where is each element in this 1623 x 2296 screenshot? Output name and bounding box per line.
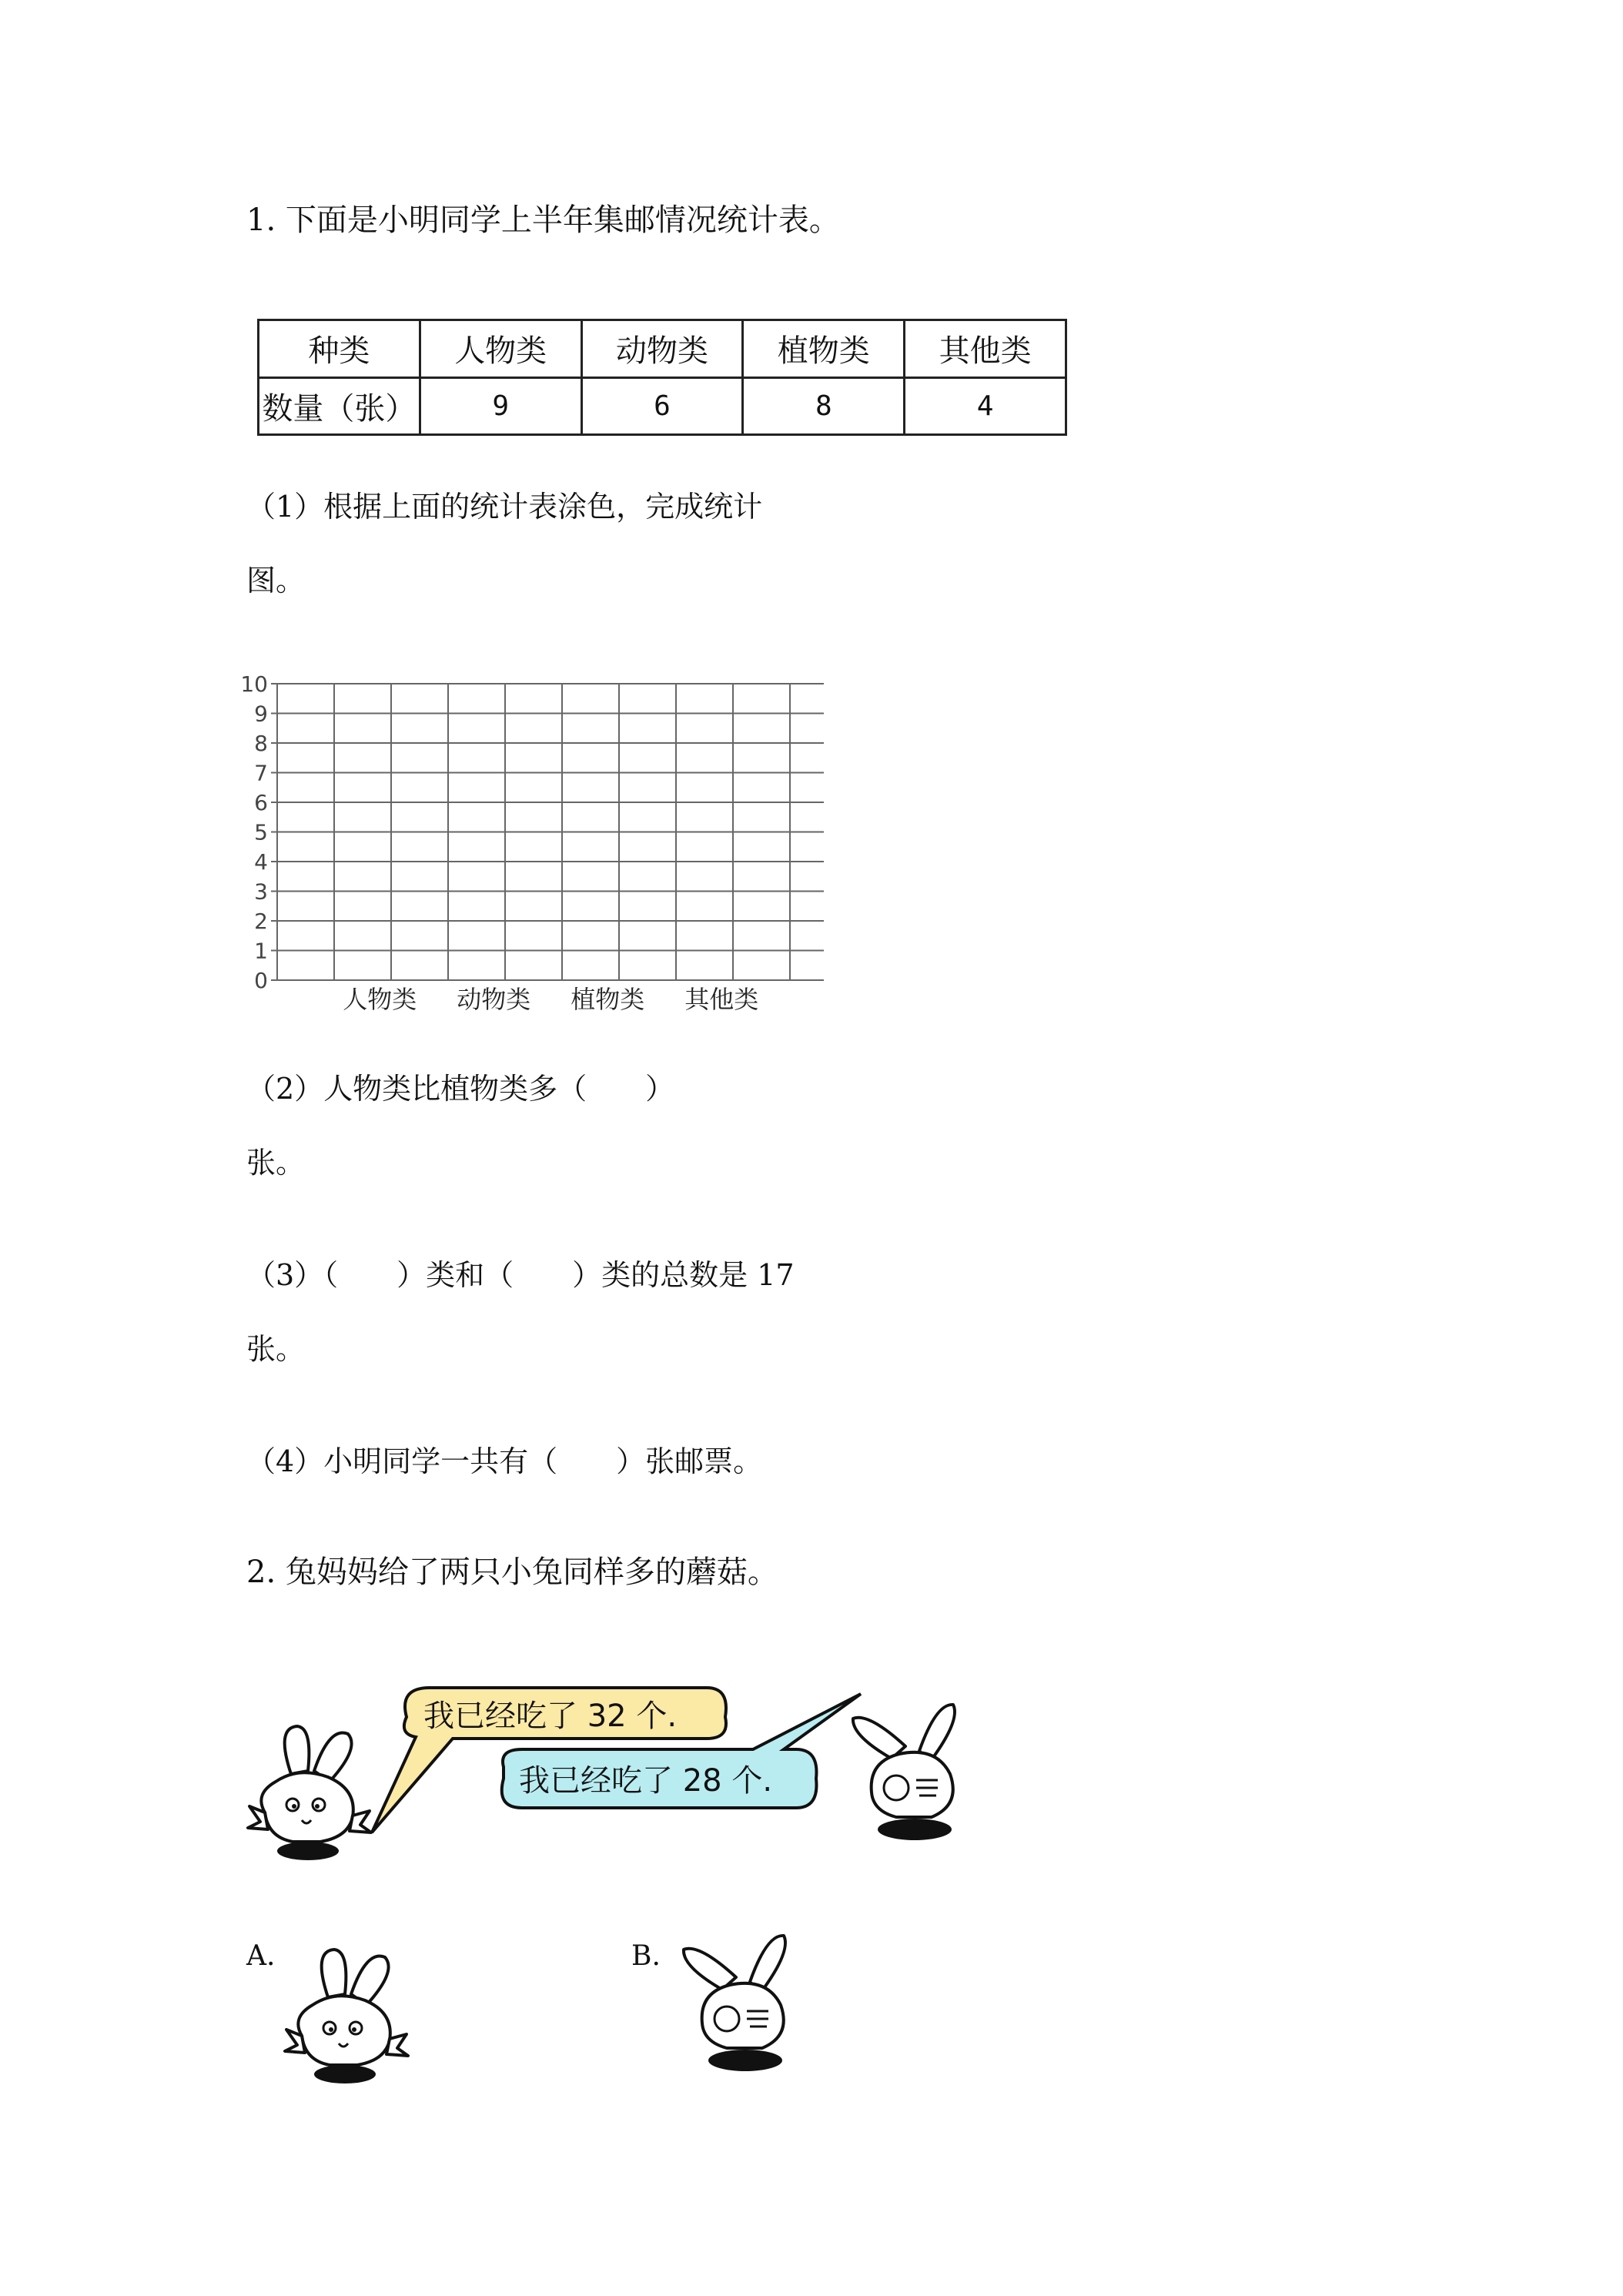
y-tick-label: 3 bbox=[254, 879, 268, 905]
table-cell: 6 bbox=[581, 377, 743, 435]
stamp-table bbox=[257, 319, 1067, 436]
table-cell: 种类 bbox=[259, 320, 420, 378]
table-cell: 9 bbox=[420, 377, 581, 435]
rabbit-b-illustration bbox=[845, 1697, 976, 1851]
y-tick-label: 8 bbox=[254, 731, 268, 756]
y-tick-label: 7 bbox=[254, 760, 268, 786]
table-row bbox=[259, 377, 1066, 435]
q2-title: 2. 兔妈妈给了两只小兔同样多的蘑菇。 bbox=[246, 1555, 778, 1590]
q1-part3-line2: 张。 bbox=[246, 1332, 306, 1366]
option-b-rabbit-icon[interactable] bbox=[676, 1928, 807, 2082]
rabbit-a-illustration bbox=[245, 1720, 376, 1866]
q1-part4: （4）小明同学一共有（ ）张邮票。 bbox=[246, 1444, 763, 1478]
x-category-label: 人物类 bbox=[343, 985, 417, 1014]
x-category-label: 植物类 bbox=[571, 985, 645, 1014]
option-a-label: A. bbox=[246, 1940, 276, 1972]
bar-chart-grid bbox=[239, 668, 824, 1030]
table-header-row bbox=[259, 320, 1066, 378]
table-cell: 4 bbox=[905, 377, 1066, 435]
y-tick-label: 10 bbox=[240, 671, 268, 697]
y-tick-label: 0 bbox=[254, 968, 268, 993]
speech-bubble-1-text: 我已经吃了 32 个. bbox=[423, 1699, 678, 1734]
option-b-label: B. bbox=[631, 1940, 661, 1972]
option-a-rabbit-icon[interactable] bbox=[282, 1943, 413, 2090]
q1-part2-line1: （2）人物类比植物类多（ ） bbox=[246, 1072, 675, 1106]
q1-part1-line2: 图。 bbox=[246, 564, 306, 597]
y-tick-label: 6 bbox=[254, 790, 268, 815]
table-cell: 数量（张） bbox=[259, 377, 420, 435]
q1-part1-line1: （1）根据上面的统计表涂色，完成统计 bbox=[246, 490, 763, 524]
q1-part3-line1: （3）（ ）类和（ ）类的总数是 17 bbox=[246, 1258, 795, 1292]
q1-part2-line2: 张。 bbox=[246, 1146, 306, 1180]
y-tick-label: 5 bbox=[254, 819, 268, 845]
y-tick-label: 2 bbox=[254, 909, 268, 934]
x-category-label: 动物类 bbox=[457, 985, 531, 1014]
table-cell: 人物类 bbox=[420, 320, 581, 378]
table-cell: 其他类 bbox=[905, 320, 1066, 378]
x-category-label: 其他类 bbox=[684, 985, 759, 1014]
table-cell: 植物类 bbox=[743, 320, 905, 378]
y-tick-label: 4 bbox=[254, 849, 268, 875]
y-tick-label: 1 bbox=[254, 938, 268, 964]
speech-bubble-2-text: 我已经吃了 28 个. bbox=[519, 1763, 773, 1799]
table-cell: 动物类 bbox=[581, 320, 743, 378]
table-cell: 8 bbox=[743, 377, 905, 435]
y-tick-label: 9 bbox=[254, 701, 268, 727]
q1-title: 1. 下面是小明同学上半年集邮情况统计表。 bbox=[246, 202, 840, 238]
